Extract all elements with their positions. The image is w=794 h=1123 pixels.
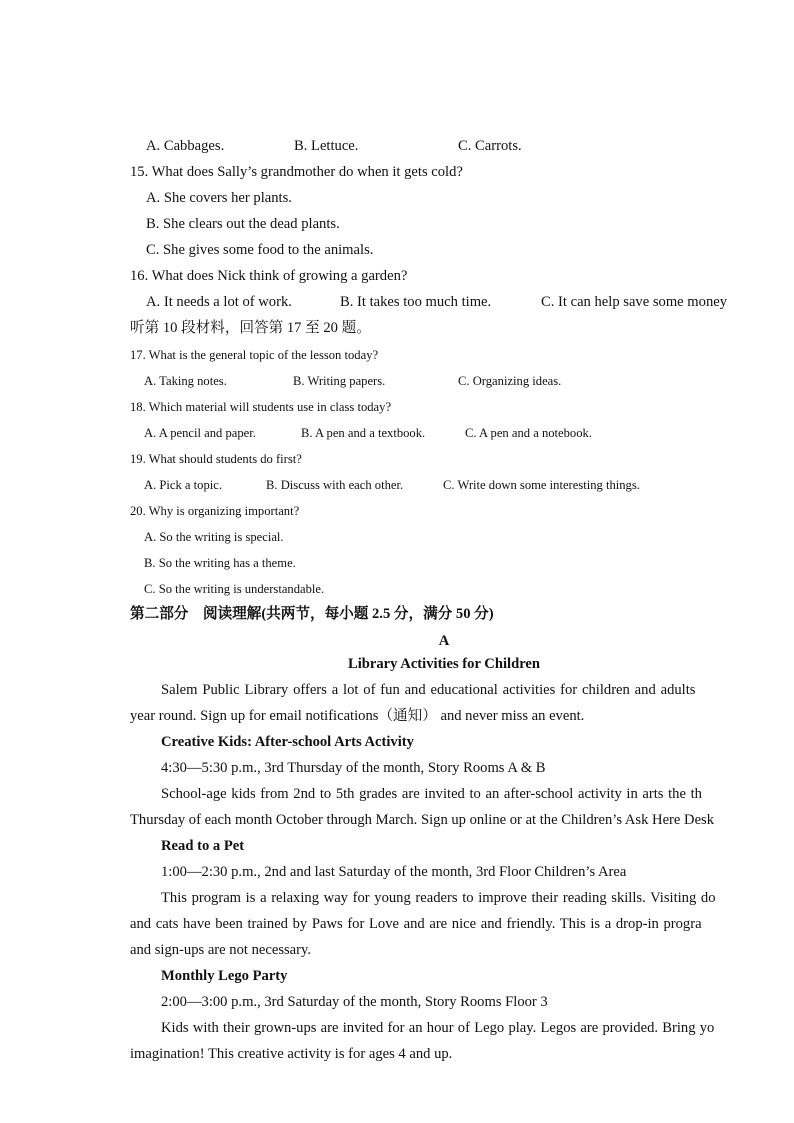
activity-1-time: 4:30—5:30 p.m., 3rd Thursday of the month, Story Rooms A & B: [161, 760, 546, 776]
activity-2-desc-line-2: and cats have been trained by Paws for Love and are nice and friendly. This is a drop-in progra: [130, 916, 702, 932]
q19-option-b: B. Discuss with each other.: [266, 478, 404, 492]
q18-option-b: B. A pen and a textbook.: [301, 426, 426, 440]
intro-line-2: year round. Sign up for email notifications（通知） and never miss an event.: [130, 708, 585, 724]
activity-3-desc-line-1: Kids with their grown-ups are invited for an hour of Lego play. Legos are provided. Bring yo: [161, 1020, 715, 1036]
q20-option-a: A. So the writing is special.: [144, 530, 284, 544]
activity-1-desc-line-2: Thursday of each month October through March. Sign up online or at the Children’s Ask Here Desk: [130, 812, 715, 828]
q16-stem: 16. What does Nick think of growing a garden?: [130, 268, 408, 284]
q16-option-b: B. It takes too much time.: [340, 294, 492, 310]
q20-option-b: B. So the writing has a theme.: [144, 556, 296, 570]
activity-2-desc-line-1: This program is a relaxing way for young readers to improve their reading skills. Visiting do: [161, 890, 716, 906]
q20-option-c: C. So the writing is understandable.: [144, 582, 325, 596]
q14-option-b: B. Lettuce.: [294, 138, 359, 154]
q15-option-a: A. She covers her plants.: [146, 190, 292, 206]
q17-option-a: A. Taking notes.: [144, 374, 227, 388]
activity-2-desc-line-3: and sign-ups are not necessary.: [130, 942, 312, 958]
passage-title: Library Activities for Children: [347, 656, 541, 672]
activity-1-desc-line-1: School-age kids from 2nd to 5th grades are invited to an after-school activity in arts the th: [161, 786, 702, 802]
q15-stem: 15. What does Sally’s grandmother do when it gets cold?: [130, 164, 463, 180]
q14-option-c: C. Carrots.: [458, 138, 522, 154]
q19-option-c: C. Write down some interesting things.: [443, 478, 640, 492]
activity-2-time: 1:00—2:30 p.m., 2nd and last Saturday of the month, 3rd Floor Children’s Area: [161, 864, 627, 880]
q17-stem: 17. What is the general topic of the lesson today?: [130, 348, 379, 362]
q14-option-a: A. Cabbages.: [146, 138, 225, 154]
q18-option-a: A. A pencil and paper.: [144, 426, 256, 440]
q16-option-a: A. It needs a lot of work.: [146, 294, 292, 310]
q16-option-c: C. It can help save some money: [541, 294, 728, 310]
q19-option-a: A. Pick a topic.: [144, 478, 222, 492]
activity-3-desc-line-2: imagination! This creative activity is for ages 4 and up.: [130, 1046, 453, 1062]
activity-2-title: Read to a Pet: [161, 838, 245, 854]
q19-stem: 19. What should students do first?: [130, 452, 302, 466]
part2-heading: 第二部分 阅读理解(共两节，每小题 2.5 分，满分 50 分): [130, 606, 494, 622]
q18-option-c: C. A pen and a notebook.: [465, 426, 592, 440]
q15-option-c: C. She gives some food to the animals.: [146, 242, 374, 258]
section10-instruction: 听第 10 段材料，回答第 17 至 20 题。: [130, 320, 371, 336]
q17-option-c: C. Organizing ideas.: [458, 374, 562, 388]
activity-1-title: Creative Kids: After-school Arts Activity: [161, 734, 414, 750]
q20-stem: 20. Why is organizing important?: [130, 504, 300, 518]
passage-letter: A: [438, 633, 450, 649]
q18-stem: 18. Which material will students use in class today?: [130, 400, 392, 414]
q17-option-b: B. Writing papers.: [293, 374, 386, 388]
q15-option-b: B. She clears out the dead plants.: [146, 216, 340, 232]
activity-3-title: Monthly Lego Party: [161, 968, 288, 984]
intro-line-1: Salem Public Library offers a lot of fun and educational activities for children and adults: [161, 682, 696, 698]
activity-3-time: 2:00—3:00 p.m., 3rd Saturday of the month, Story Rooms Floor 3: [161, 994, 548, 1010]
